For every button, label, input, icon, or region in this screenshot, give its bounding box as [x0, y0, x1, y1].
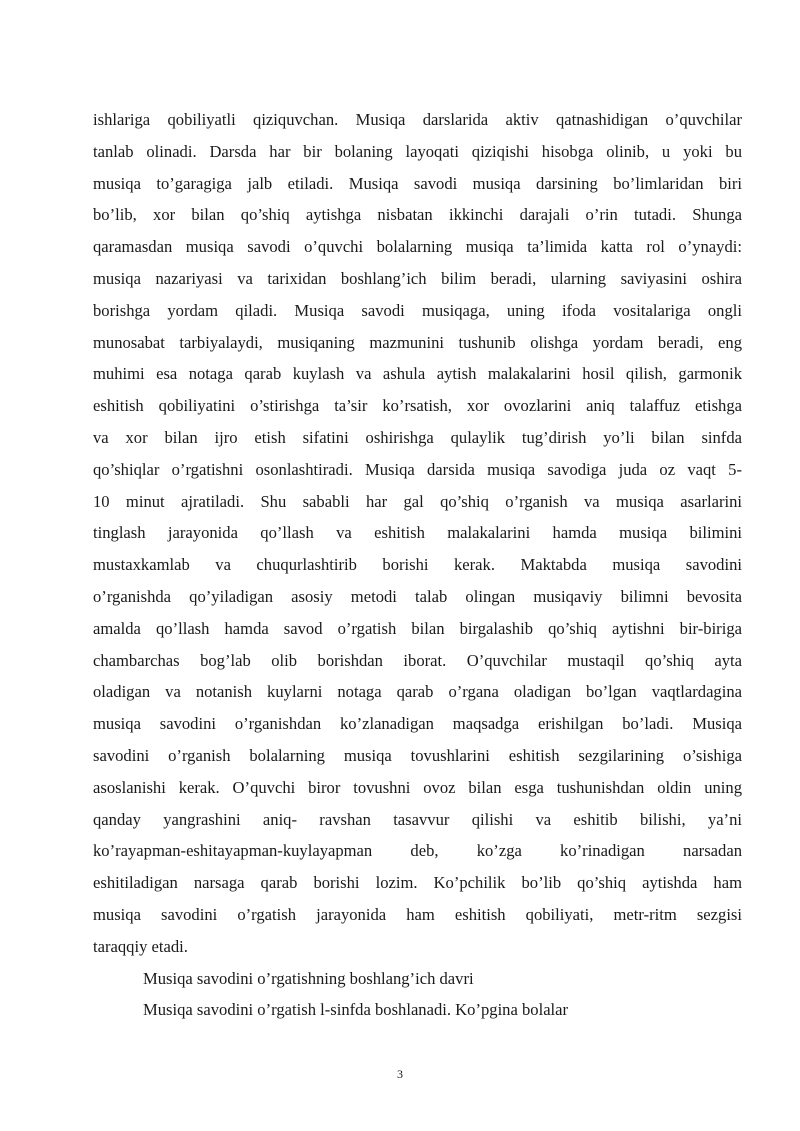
body-line: musiqa to’garagiga jalb etiladi. Musiqa savodi musiqa darsining bo’limlaridan biri [93, 173, 742, 193]
body-line: borishga yordam qiladi. Musiqa savodi musiqaga, uning ifoda vositalariga ongli [93, 300, 742, 320]
body-line: musiqa savodini o’rganishdan ko’zlanadigan maqsadga erishilgan bo’ladi. Musiqa [93, 714, 742, 734]
body-line: musiqa savodini o’rgatish jarayonida ham eshitish qobiliyati, metr-ritm sezgisi [93, 904, 742, 924]
body-line: tanlab olinadi. Darsda har bir bolaning layoqati qiziqishi hisobga olinib, u yoki bu [93, 141, 742, 161]
body-line: chambarchas bog’lab olib borishdan iborat. O’quvchilar mustaqil qo’shiq ayta [93, 650, 742, 670]
body-line: ishlariga qobiliyatli qiziquvchan. Musiqa darslarida aktiv qatnashidigan o’quvchilar [93, 110, 742, 129]
body-line: oladigan va notanish kuylarni notaga qarab o’rgana oladigan bo’lgan vaqtlardagina [93, 682, 742, 702]
body-line: ko’rayapman-eshitayapman-kuylayapman deb, ko’zga ko’rinadigan narsadan [93, 841, 742, 861]
body-line: eshitish qobiliyatini o’stirishga ta’sir ko’rsatish, xor ovozlarini aniq talaffuz etishga [93, 396, 742, 416]
body-line: taraqqiy etadi. [93, 936, 188, 956]
document-body [93, 104, 742, 1026]
body-line: mustaxkamlab va chuqurlashtirib borishi kerak. Maktabda musiqa savodini [93, 555, 742, 575]
body-line: asoslanishi kerak. O’quvchi biror tovushni ovoz bilan esga tushunishdan oldin uning [93, 777, 742, 797]
body-line: muhimi esa notaga qarab kuylash va ashula aytish malakalarini hosil qilish, garmonik [93, 364, 742, 384]
body-line: o’rganishda qo’yiladigan asosiy metodi talab olingan musiqaviy bilimni bevosita [93, 586, 742, 606]
body-line: Musiqa savodini o’rgatish l-sinfda boshlanadi. Ko’pgina bolalar [143, 1000, 569, 1020]
body-line: bo’lib, xor bilan qo’shiq aytishga nisbatan ikkinchi darajali o’rin tutadi. Shunga [93, 205, 742, 225]
body-line: 10 minut ajratiladi. Shu sababli har gal qo’shiq o’rganish va musiqa asarlarini [93, 491, 742, 511]
body-line: musiqa nazariyasi va tarixidan boshlang’ich bilim beradi, ularning saviyasini oshira [93, 268, 742, 288]
section-subheading: Musiqa savodini o’rgatishning boshlang’ich davri [143, 968, 474, 988]
body-line: amalda qo’llash hamda savod o’rgatish bilan birgalashib qo’shiq aytishni bir-biriga [93, 618, 742, 638]
body-line: qo’shiqlar o’rgatishni osonlashtiradi. Musiqa darsida musiqa savodiga juda oz vaqt 5- [93, 459, 742, 479]
body-line: tinglash jarayonida qo’llash va eshitish malakalarini hamda musiqa bilimini [93, 523, 742, 543]
page-number: 3 [397, 1067, 403, 1081]
body-line: va xor bilan ijro etish sifatini oshirishga qulaylik tug’dirish yo’li bilan sinfda [93, 427, 742, 447]
body-line: eshitiladigan narsaga qarab borishi lozim. Ko’pchilik bo’lib qo’shiq aytishda ham [93, 873, 742, 893]
body-line: savodini o’rganish bolalarning musiqa tovushlarini eshitish sezgilarining o’sishiga [93, 745, 742, 765]
body-line: qaramasdan musiqa savodi o’quvchi bolalarning musiqa ta’limida katta rol o’ynaydi: [93, 237, 742, 257]
body-line: munosabat tarbiyalaydi, musiqaning mazmunini tushunib olishga yordam beradi, eng [93, 332, 742, 352]
body-line: qanday yangrashini aniq- ravshan tasavvur qilishi va eshitib bilishi, ya’ni [93, 809, 742, 829]
